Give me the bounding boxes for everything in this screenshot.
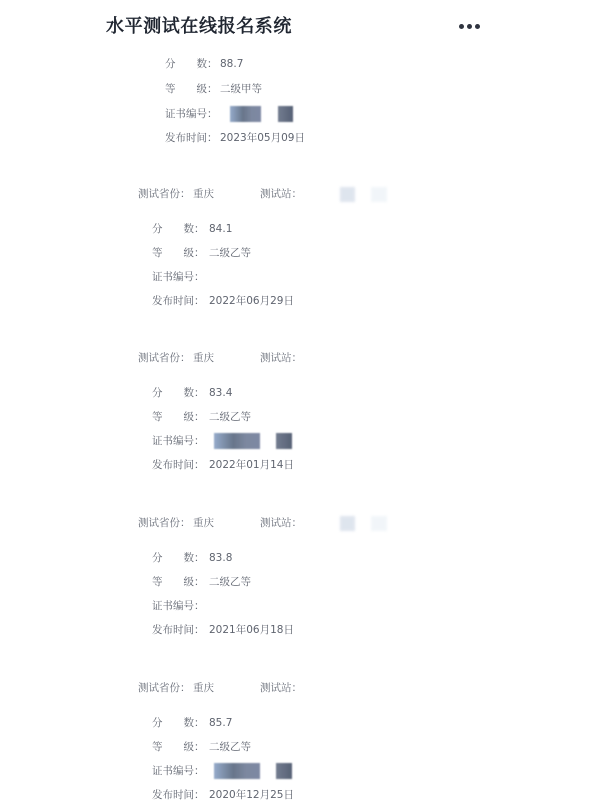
province-value: 重庆 (193, 188, 214, 200)
score-row (152, 219, 392, 239)
score-value: 83.4 (209, 387, 233, 399)
certificate-redaction-main (214, 433, 260, 449)
province-station-row (138, 678, 438, 698)
certificate-redaction-short (278, 106, 293, 122)
score-value: 83.8 (209, 552, 233, 564)
publish-value: 2021年06月18日 (209, 624, 294, 636)
certificate-redaction-short (276, 763, 292, 779)
result-record-3 (0, 348, 600, 478)
station-redaction (340, 516, 390, 531)
publish-value: 2023年05月09日 (220, 132, 305, 144)
publish-label: 发布时间： (152, 624, 205, 636)
level-label: 等 级： (152, 576, 205, 588)
certificate-redaction-main (230, 106, 261, 122)
publish-row (152, 455, 392, 475)
level-row (152, 407, 392, 427)
level-value: 二级乙等 (209, 741, 251, 753)
certificate-label: 证书编号： (152, 765, 205, 777)
station-redaction (340, 187, 390, 202)
province-station-row (138, 184, 438, 204)
station-label: 测试站： (260, 682, 302, 694)
score-label: 分 数： (152, 223, 205, 235)
score-row (152, 548, 392, 568)
score-row (152, 713, 392, 733)
certificate-label: 证书编号： (165, 108, 218, 120)
station-label: 测试站： (260, 517, 302, 529)
certificate-row (165, 104, 405, 124)
score-value: 88.7 (220, 58, 244, 70)
level-value: 二级甲等 (220, 83, 262, 95)
score-value: 84.1 (209, 223, 233, 235)
more-options-button[interactable] (456, 17, 484, 37)
province-value: 重庆 (193, 682, 214, 694)
score-label: 分 数： (152, 552, 205, 564)
publish-label: 发布时间： (152, 789, 205, 801)
result-record-1 (0, 54, 600, 150)
level-row (165, 79, 405, 99)
certificate-row (152, 431, 392, 451)
province-station-row (138, 348, 438, 368)
level-row (152, 572, 392, 592)
level-label: 等 级： (152, 411, 205, 423)
result-record-5 (0, 678, 600, 800)
province-station-row (138, 513, 438, 533)
certificate-redaction-short (276, 433, 292, 449)
result-record-4 (0, 513, 600, 643)
level-label: 等 级： (152, 247, 205, 259)
province-value: 重庆 (193, 517, 214, 529)
certificate-label: 证书编号： (152, 271, 205, 283)
publish-row (152, 620, 392, 640)
province-label: 测试省份： (138, 517, 191, 529)
province-label: 测试省份： (138, 352, 191, 364)
score-value: 85.7 (209, 717, 233, 729)
score-row (165, 54, 405, 74)
level-label: 等 级： (152, 741, 205, 753)
publish-label: 发布时间： (152, 459, 205, 471)
level-label: 等 级： (165, 83, 218, 95)
publish-value: 2020年12月25日 (209, 789, 294, 801)
result-record-2 (0, 184, 600, 314)
province-value: 重庆 (193, 352, 214, 364)
province-label: 测试省份： (138, 682, 191, 694)
certificate-label: 证书编号： (152, 600, 205, 612)
station-label: 测试站： (260, 352, 302, 364)
publish-label: 发布时间： (165, 132, 218, 144)
score-label: 分 数： (165, 58, 218, 70)
level-row (152, 737, 392, 757)
level-row (152, 243, 392, 263)
score-label: 分 数： (152, 387, 205, 399)
certificate-row (152, 761, 392, 781)
level-value: 二级乙等 (209, 247, 251, 259)
publish-value: 2022年06月29日 (209, 295, 294, 307)
certificate-row (152, 267, 392, 287)
score-label: 分 数： (152, 717, 205, 729)
station-label: 测试站： (260, 188, 302, 200)
level-value: 二级乙等 (209, 576, 251, 588)
publish-row (152, 785, 392, 805)
score-row (152, 383, 392, 403)
top-app-bar (0, 0, 600, 56)
publish-value: 2022年01月14日 (209, 459, 294, 471)
publish-label: 发布时间： (152, 295, 205, 307)
certificate-row (152, 596, 392, 616)
publish-row (165, 128, 405, 148)
level-value: 二级乙等 (209, 411, 251, 423)
certificate-label: 证书编号： (152, 435, 205, 447)
page-title: 水平测试在线报名系统 (106, 16, 292, 37)
province-label: 测试省份： (138, 188, 191, 200)
certificate-redaction-main (214, 763, 260, 779)
publish-row (152, 291, 392, 311)
